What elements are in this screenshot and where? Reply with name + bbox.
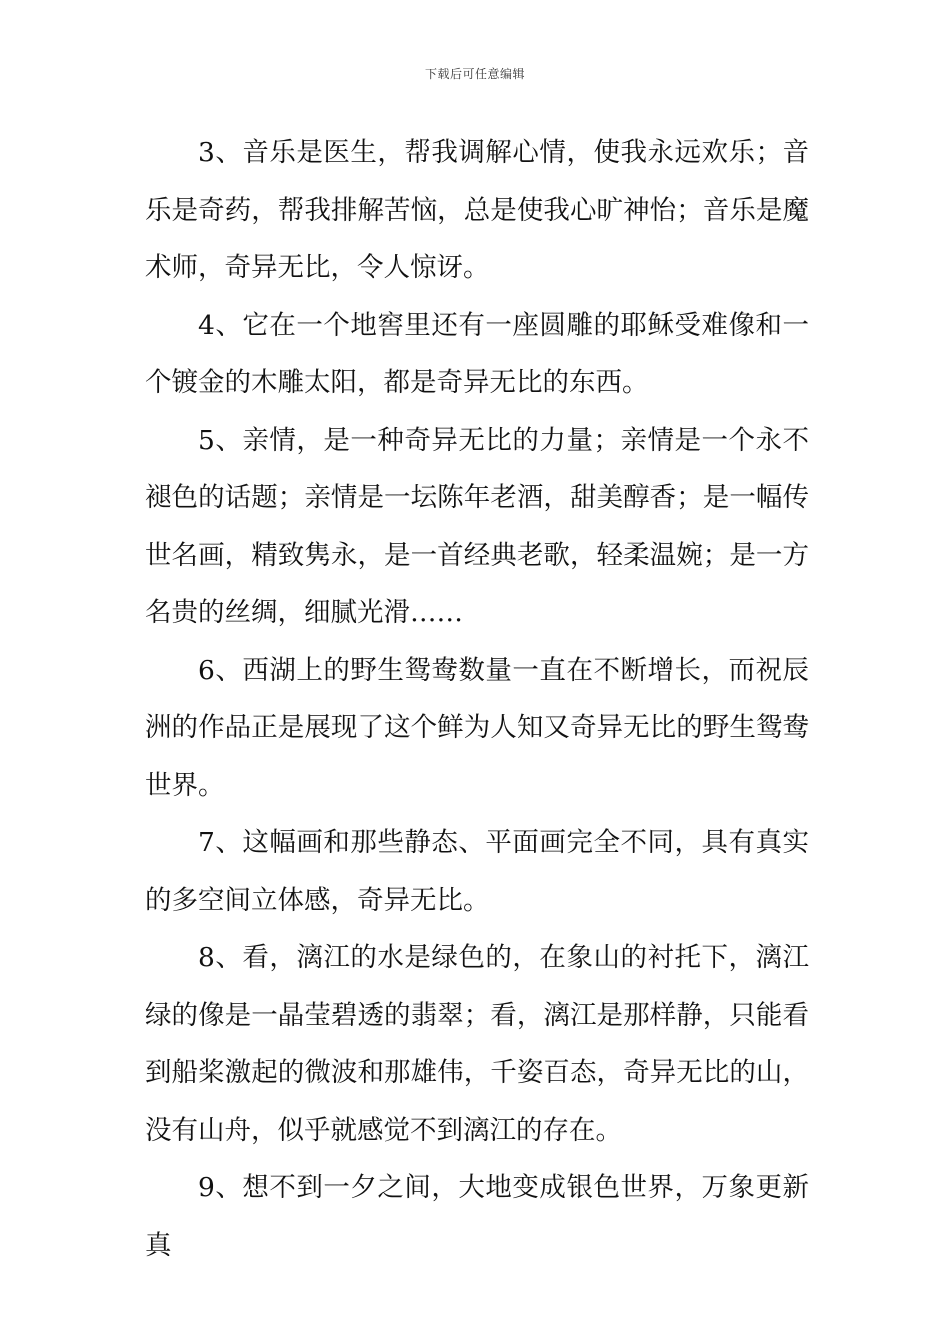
- paragraph-3: 3、音乐是医生，帮我调解心情，使我永远欢乐；音乐是奇药，帮我排解苦恼，总是使我心旷神怡；音乐是魔术师，奇异无比，令人惊讶。: [145, 137, 809, 283]
- paragraph-4: 4、它在一个地窖里还有一座圆雕的耶稣受难像和一个镀金的木雕太阳，都是奇异无比的东西。: [145, 309, 809, 398]
- page-header: 下载后可任意编辑: [424, 67, 525, 81]
- paragraph-7: 7、这幅画和那些静态、平面画完全不同，具有真实的多空间立体感，奇异无比。: [145, 827, 809, 916]
- paragraph-9: 9、想不到一夕之间，大地变成银色世界，万象更新真: [145, 1172, 809, 1261]
- paragraph-8: 8、看，漓江的水是绿色的，在象山的衬托下，漓江绿的像是一晶莹碧透的翡翠；看，漓江是那样静，只能看到船桨激起的微波和那雄伟，千姿百态，奇异无比的山，没有山舟，似乎就感觉不到漓江的存在。: [145, 942, 809, 1146]
- paragraph-6: 6、西湖上的野生鸳鸯数量一直在不断增长，而祝辰洲的作品正是展现了这个鲜为人知又奇异无比的野生鸳鸯世界。: [145, 654, 809, 801]
- document-body: [145, 124, 809, 1274]
- paragraph-5: 5、亲情，是一种奇异无比的力量；亲情是一个永不褪色的话题；亲情是一坛陈年老酒，甜美醇香；是一幅传世名画，精致隽永，是一首经典老歌，轻柔温婉；是一方名贵的丝绸，细腻光滑……: [145, 424, 809, 628]
